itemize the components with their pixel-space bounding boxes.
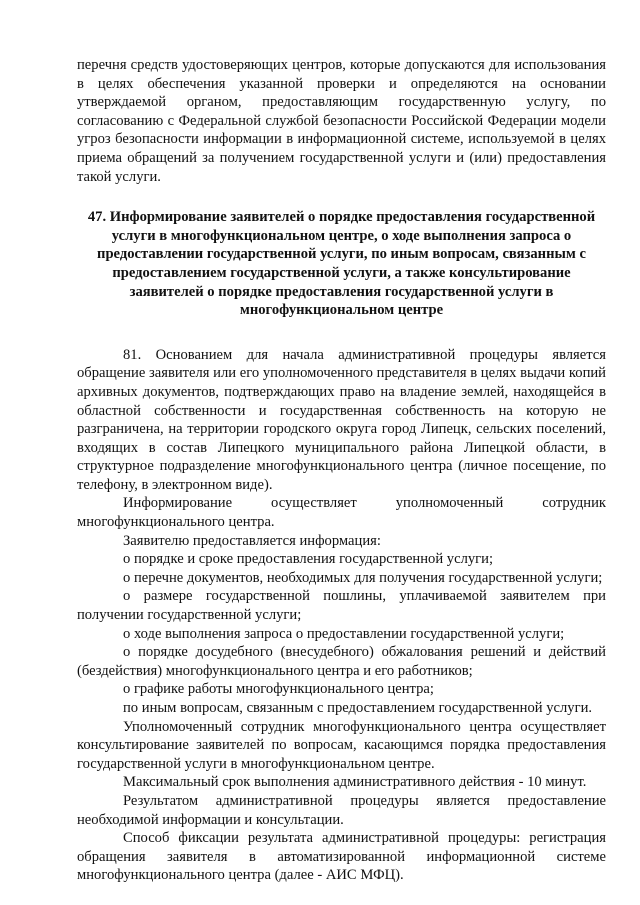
paragraph-info-provided: Заявителю предоставляется информация:: [123, 532, 381, 549]
section-heading: [77, 208, 606, 320]
paragraph-informing: Информирование осуществляет уполномоченный сотрудник многофункционального центра.: [77, 495, 606, 531]
paragraph-consulting: Уполномоченный сотрудник многофункционального центра осуществляет консультирование заявителей по вопросам, касающимся порядка предоставления государственной услуги в многофункциональном центре.: [77, 718, 606, 772]
list-item: о ходе выполнения запроса о предоставлении государственной услуги;: [123, 625, 565, 642]
paragraph-continuation: перечня средств удостоверяющих центров, которые допускаются для использования в целях обеспечения указанной проверки и определяются на основании утверждаемой органом, предоставляющим государственную услугу, по согласованию с Федеральной службой безопасности Российской Федерации модели угроз безопасности информации в информационной системе, используемой в целях приема обращений за получением государственной услуги и (или) предоставления такой услуги.: [77, 57, 606, 185]
section-heading-text: 47. Информирование заявителей о порядке предоставления государственной услуги в многофункциональном центре, о ходе выполнения запроса о предоставлении государственной услуги, по иным вопросам, связанным с предоставлением государственной услуги, а также консультирование заявителей о порядке предоставления государственной услуги в многофункциональном центре: [87, 209, 596, 319]
list-item: о графике работы многофункционального центра;: [123, 681, 434, 698]
list-item: по иным вопросам, связанным с предоставлением государственной услуги.: [123, 700, 593, 716]
list-item: о порядке досудебного (внесудебного) обжалования решений и действий (бездействия) многофункционального центра и его работников;: [77, 644, 606, 679]
paragraph-fixation: Способ фиксации результата административной процедуры: регистрация обращения заявителя в автоматизированной информационной системе многофункционального центра (далее - АИС МФЦ).: [77, 830, 606, 884]
section-body: [77, 346, 606, 885]
list-item: о перечне документов, необходимых для получения государственной услуги;: [123, 569, 603, 586]
list-item: о порядке и сроке предоставления государственной услуги;: [123, 551, 494, 568]
paragraph-81: 81. Основанием для начала административной процедуры является обращение заявителя или его уполномоченного представителя в целях выдачи копий архивных документов, подтверждающих право на владение землей, находящейся в областной собственности и государственная собственность на которую не разграничена, на территории городского округа город Липецк, сельских поселений, входящих в состав Липецкого муниципального района Липецкой области, в структурное подразделение многофункционального центра (личное посещение, по телефону, в электронном виде).: [77, 346, 606, 493]
paragraph-result: Результатом административной процедуры является предоставление необходимой информации и консультации.: [77, 792, 606, 828]
list-item: о размере государственной пошлины, уплачиваемой заявителем при получении государственной услуги;: [77, 588, 606, 624]
paragraph-max-time: Максимальный срок выполнения административного действия - 10 минут.: [123, 774, 587, 791]
